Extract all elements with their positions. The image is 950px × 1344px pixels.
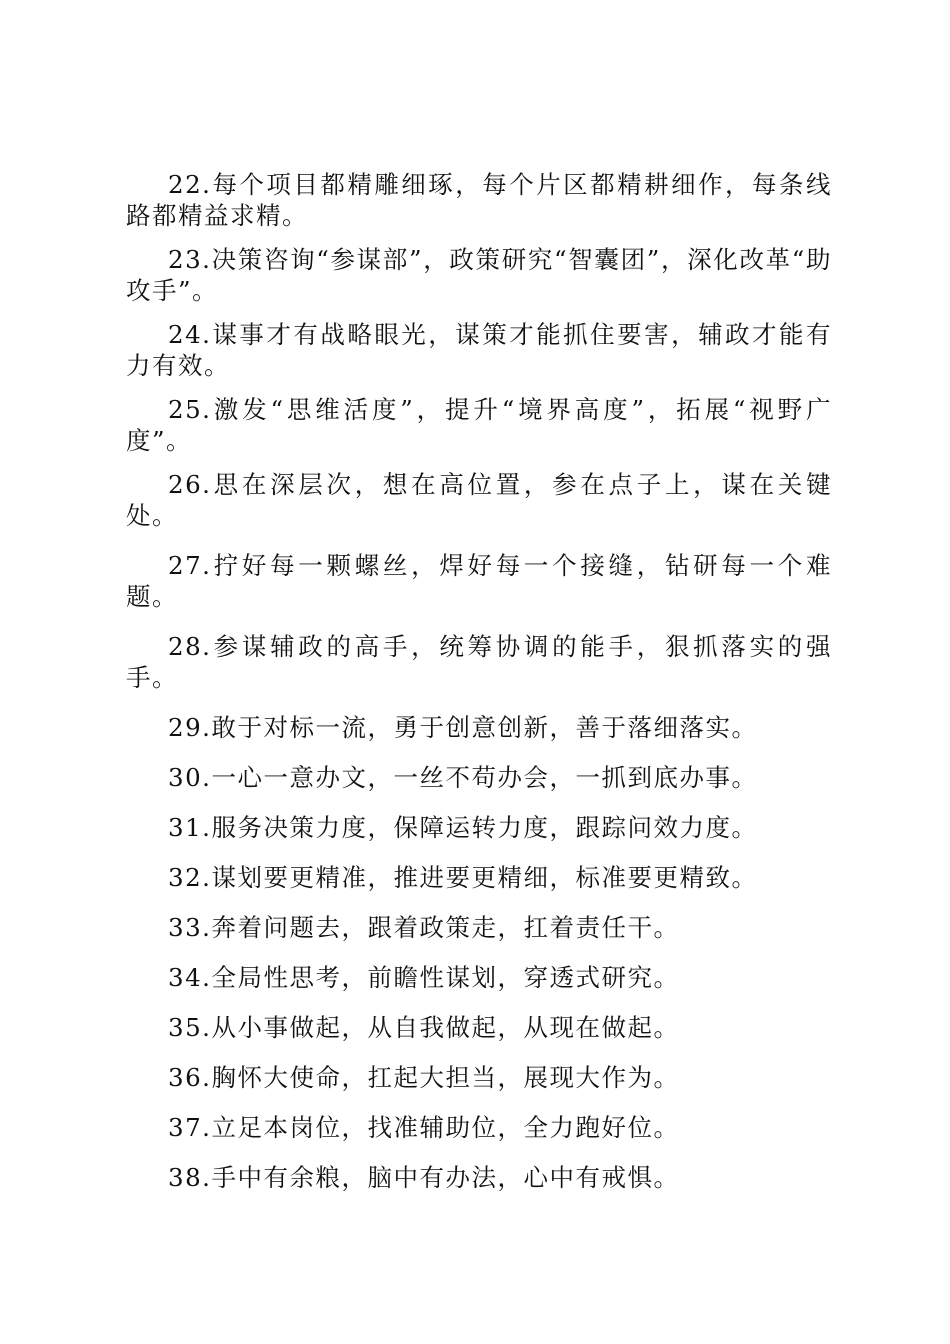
- list-item-37: 37.立足本岗位，找准辅助位，全力跑好位。: [168, 1113, 680, 1142]
- list-item-26: 26.思在深层次，想在高位置，参在点子上，谋在关键处。: [126, 470, 832, 530]
- list-item-33: 33.奔着问题去，跟着政策走，扛着责任干。: [168, 913, 680, 942]
- list-item-36: 36.胸怀大使命，扛起大担当，展现大作为。: [168, 1063, 680, 1092]
- list-item-28: 28.参谋辅政的高手，统筹协调的能手，狠抓落实的强手。: [126, 632, 832, 692]
- list-item-27: 27.拧好每一颗螺丝，焊好每一个接缝，钻研每一个难题。: [126, 551, 832, 611]
- list-item-34: 34.全局性思考，前瞻性谋划，穿透式研究。: [168, 963, 680, 992]
- list-item-31: 31.服务决策力度，保障运转力度，跟踪问效力度。: [168, 813, 758, 842]
- list-item-24: 24.谋事才有战略眼光，谋策才能抓住要害，辅政才能有力有效。: [126, 320, 832, 380]
- list-item-29: 29.敢于对标一流，勇于创意创新，善于落细落实。: [168, 713, 758, 742]
- list-item-32: 32.谋划要更精准，推进要更精细，标准要更精致。: [168, 863, 758, 892]
- list-item-23: 23.决策咨询“参谋部”，政策研究“智囊团”，深化改革“助攻手”。: [126, 245, 832, 305]
- list-item-38: 38.手中有余粮，脑中有办法，心中有戒惧。: [168, 1163, 680, 1192]
- document-body: [126, 169, 832, 1212]
- list-item-22: 22.每个项目都精雕细琢，每个片区都精耕细作，每条线路都精益求精。: [126, 170, 832, 230]
- list-item-30: 30.一心一意办文，一丝不苟办会，一抓到底办事。: [168, 763, 758, 792]
- list-item-25: 25.激发“思维活度”，提升“境界高度”，拓展“视野广度”。: [126, 395, 832, 455]
- list-item-35: 35.从小事做起，从自我做起，从现在做起。: [168, 1013, 680, 1042]
